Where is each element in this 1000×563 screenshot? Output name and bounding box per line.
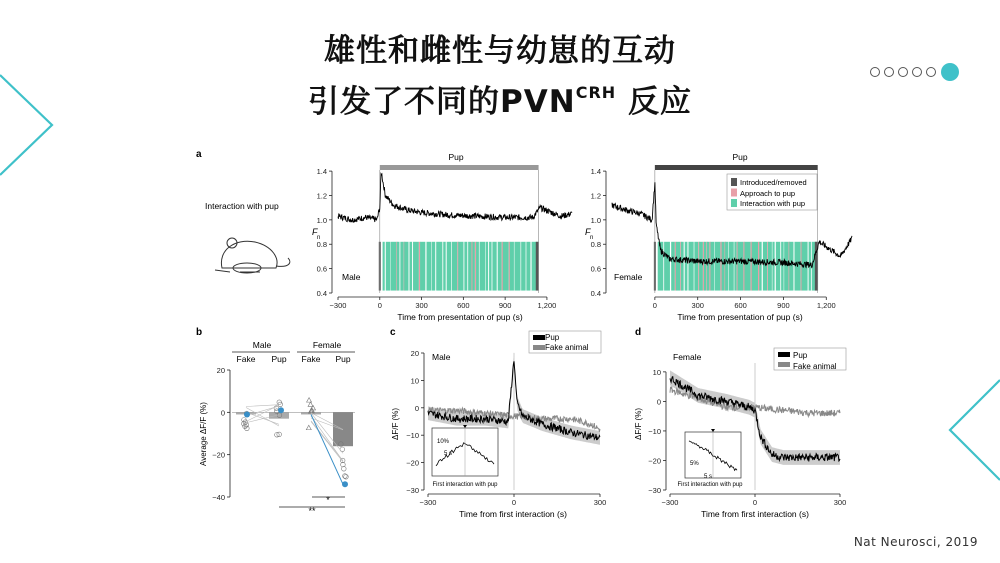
interaction-band <box>704 242 706 291</box>
panel-a1-y-tick-label: 1.4 <box>590 167 601 177</box>
panel-d-y-tick-label: 0 <box>656 397 661 407</box>
panel-b-col-label: Fake <box>236 354 256 364</box>
interaction-band <box>492 242 496 291</box>
panel-a2-ylabel: F <box>585 227 591 237</box>
bar-mark <box>269 412 289 418</box>
interaction-band <box>744 242 750 291</box>
interaction-band <box>409 242 412 291</box>
panel-a-legend-item: Interaction with pup <box>740 199 806 208</box>
panel-a1-x-tick-label: 300 <box>691 301 704 310</box>
panel-a0-x-tick-label: 600 <box>457 301 470 310</box>
panel-a1-y-tick-label: 0.6 <box>590 264 601 274</box>
panel-a1-x-tick-label: 900 <box>777 301 790 310</box>
highlight-point <box>278 407 284 413</box>
data-point <box>308 402 313 407</box>
panel-b-col-label: Pup <box>271 354 287 364</box>
panel-c-y-tick-label: 10 <box>410 376 419 386</box>
interaction-band <box>498 242 502 291</box>
panel-b-y-tick-label: 0 <box>220 408 225 418</box>
panel-a1-bar-label: Pup <box>448 152 464 162</box>
paired-line <box>246 405 279 407</box>
interaction-band <box>738 242 744 291</box>
interaction-band <box>476 242 479 291</box>
panel-a1-y-tick-label: 1.2 <box>590 191 601 201</box>
panel-a0-x-tick-label: 900 <box>498 301 512 310</box>
panel-a0-x-tick-label: 300 <box>415 301 428 310</box>
interaction-band <box>383 242 385 291</box>
interaction-band <box>452 242 458 291</box>
left-chevron-decoration <box>0 75 52 175</box>
mouse-with-pup-icon <box>215 238 290 273</box>
panel-d-inset-caption: First interaction with pup <box>677 482 743 488</box>
mouse-tail <box>276 258 290 266</box>
legend-swatch <box>731 199 737 207</box>
panel-b-sig1: * <box>326 495 330 505</box>
pup-period-bar <box>655 165 818 170</box>
panel-b-letter: b <box>196 327 203 338</box>
interaction-band <box>521 242 525 291</box>
panel-c-letter: c <box>390 327 396 338</box>
interaction-band <box>671 242 675 291</box>
panel-b-y-tick-label: −20 <box>212 450 225 460</box>
panel-d-y-tick-label: −20 <box>648 456 661 466</box>
panel-d-y-tick-label: 10 <box>652 367 661 377</box>
panel-a0-y-tick-label: 1.2 <box>316 191 327 201</box>
panel-c-x-tick-label: −300 <box>419 498 437 507</box>
interaction-band <box>427 242 432 291</box>
interaction-band <box>420 242 425 291</box>
interaction-band <box>699 242 703 291</box>
panel-b-col-label: Pup <box>335 354 351 364</box>
panel-a1-x-tick-label: 0 <box>652 301 657 310</box>
interaction-band <box>436 242 442 291</box>
interaction-band <box>486 242 488 291</box>
interaction-band <box>503 242 509 291</box>
inset-marker <box>711 429 715 432</box>
panel-c-tag: Male <box>432 352 451 362</box>
slide-title-line1: 雄性和雌性与幼崽的互动 <box>324 33 676 69</box>
interaction-band <box>664 242 670 291</box>
panel-d-xlabel: Time from first interaction (s) <box>701 509 809 519</box>
data-point <box>306 425 311 430</box>
interaction-band <box>722 242 725 291</box>
interaction-band <box>480 242 486 291</box>
interaction-band <box>464 242 467 291</box>
mouse-body <box>221 241 277 268</box>
panel-d-x-tick-label: 0 <box>752 498 758 507</box>
panel-a1-y-tick-label: 1.0 <box>590 215 601 225</box>
interaction-band <box>715 242 721 291</box>
fn-trace-line <box>338 174 572 223</box>
interaction-band <box>443 242 445 291</box>
panel-a1-x-tick-label: 600 <box>734 301 747 310</box>
interaction-band <box>763 242 767 291</box>
panel-a0-y-tick-label: 0.8 <box>316 240 327 250</box>
interaction-band <box>681 242 684 291</box>
panel-d-ylabel: ΔF/F (%) <box>634 407 643 441</box>
panel-d-x-tick-label: −300 <box>661 498 679 507</box>
panel-a2-ylabel-sub: n <box>590 235 594 241</box>
panel-c-x-tick-label: 300 <box>593 498 607 507</box>
panel-a1-ylabel-sub: n <box>317 235 321 241</box>
panel-b-group-male: Male <box>252 340 272 350</box>
interaction-band <box>447 242 451 291</box>
interaction-band <box>472 242 475 291</box>
interaction-band <box>694 242 698 291</box>
interaction-band <box>432 242 436 291</box>
panel-a0-x-tick-label: 0 <box>377 301 382 310</box>
panel-d-x-tick-label: 300 <box>833 498 847 507</box>
panel-d-tag: Female <box>673 352 702 362</box>
panel-a-caption: Interaction with pup <box>205 201 279 211</box>
panel-a2-tag: Female <box>614 272 643 282</box>
title-superscript: CRH <box>575 83 617 102</box>
interaction-band <box>707 242 710 291</box>
interaction-band <box>752 242 758 291</box>
interaction-band <box>781 242 784 291</box>
panel-c-ylabel: ΔF/F (%) <box>391 407 400 441</box>
interaction-band <box>710 242 714 291</box>
interaction-band <box>685 242 688 291</box>
interaction-band <box>489 242 492 291</box>
panel-d-letter: d <box>635 327 642 338</box>
interaction-band <box>400 242 403 291</box>
panel-d-y-tick-label: −10 <box>648 426 661 436</box>
panel-a0-x-tick-label: −300 <box>329 301 347 310</box>
interaction-band <box>526 242 530 291</box>
interaction-band <box>386 242 390 291</box>
panel-b-y-tick-label: −40 <box>212 493 225 502</box>
panel-a0-y-tick-label: 1.4 <box>316 167 327 177</box>
legend-swatch-pup <box>778 352 790 357</box>
panel-a1-y-tick-label: 0.4 <box>590 289 601 298</box>
panel-c-x-tick-label: 0 <box>511 498 517 507</box>
legend-swatch-pup <box>533 335 545 340</box>
panel-a0-y-tick-label: 0.6 <box>316 264 327 274</box>
highlight-point <box>244 411 250 417</box>
panel-d-y-tick-label: −30 <box>648 486 661 495</box>
panel-a0-x-tick-label: 1,200 <box>537 301 557 310</box>
interaction-band <box>776 242 780 291</box>
panel-c-inset-x: 5 s <box>444 451 453 457</box>
interaction-band <box>734 242 736 291</box>
panel-b-group-female: Female <box>312 340 342 350</box>
panel-d-inset-y: 5% <box>690 461 699 467</box>
panel-c-xlabel: Time from first interaction (s) <box>459 509 567 519</box>
removed-band <box>536 242 539 291</box>
title-end-text: 反应 <box>616 84 692 120</box>
interaction-band <box>772 242 774 291</box>
interaction-band <box>397 242 400 291</box>
panel-b-col-label: Fake <box>301 354 321 364</box>
data-point <box>342 466 347 471</box>
interaction-band <box>514 242 520 291</box>
panel-a-legend-item: Approach to pup <box>740 189 796 198</box>
panel-d-legend-fake: Fake animal <box>793 362 837 371</box>
panel-a-letter: a <box>196 149 202 160</box>
panel-b-sig2: ** <box>308 506 316 516</box>
pup-period-bar <box>380 165 539 170</box>
panel-c-legend-pup: Pup <box>545 333 560 342</box>
panel-a-legend-item: Introduced/removed <box>740 178 807 187</box>
panel-a0-y-tick-label: 1.0 <box>316 215 327 225</box>
interaction-band <box>510 242 514 291</box>
panel-a2-bar-label: Pup <box>732 152 748 162</box>
legend-swatch <box>731 189 737 197</box>
panel-a1-tag: Male <box>342 272 361 282</box>
interaction-band <box>468 242 471 291</box>
panel-a1-ylabel: F <box>312 227 318 237</box>
interaction-band <box>676 242 680 291</box>
panel-b-y-tick-label: 20 <box>216 366 225 375</box>
panel-a1-y-tick-label: 0.8 <box>590 240 601 250</box>
legend-swatch-fake <box>533 345 545 350</box>
data-point <box>307 398 312 403</box>
panel-c-y-tick-label: 20 <box>410 349 419 358</box>
panel-c-y-tick-label: −30 <box>406 486 419 495</box>
interaction-band <box>729 242 734 291</box>
panel-c-y-tick-label: −20 <box>406 458 419 468</box>
inset-marker <box>463 425 467 428</box>
right-chevron-decoration <box>950 380 1000 480</box>
interaction-band <box>768 242 772 291</box>
panel-c-inset-y: 10% <box>437 439 450 445</box>
panel-c-y-tick-label: −10 <box>406 431 419 441</box>
panel-d-inset-x: 5 s <box>704 474 713 480</box>
source-citation: Nat Neurosci, 2019 <box>853 535 978 549</box>
panel-a0-y-tick-label: 0.4 <box>316 289 327 298</box>
interaction-band <box>458 242 463 291</box>
interaction-band <box>390 242 396 291</box>
panel-a1-x-tick-label: 1,200 <box>816 301 836 310</box>
legend-swatch-fake <box>778 362 790 367</box>
interaction-band <box>688 242 693 291</box>
panel-c-legend-fake: Fake animal <box>545 343 589 352</box>
interaction-band <box>413 242 419 291</box>
panel-d-legend-pup: Pup <box>793 351 808 360</box>
panel-c-y-tick-label: 0 <box>414 403 419 413</box>
interaction-band <box>759 242 761 291</box>
legend-swatch <box>731 178 737 186</box>
interaction-band <box>404 242 408 291</box>
interaction-band <box>725 242 728 291</box>
panel-b-ylabel: Average ΔF/F (%) <box>199 402 208 466</box>
panel-c-inset-caption: First interaction with pup <box>432 482 498 488</box>
panel-a1-xlabel: Time from presentation of pup (s) <box>397 312 523 322</box>
panel-a2-xlabel: Time from presentation of pup (s) <box>677 312 803 322</box>
title-main-text: 引发了不同的PVN <box>308 84 576 120</box>
